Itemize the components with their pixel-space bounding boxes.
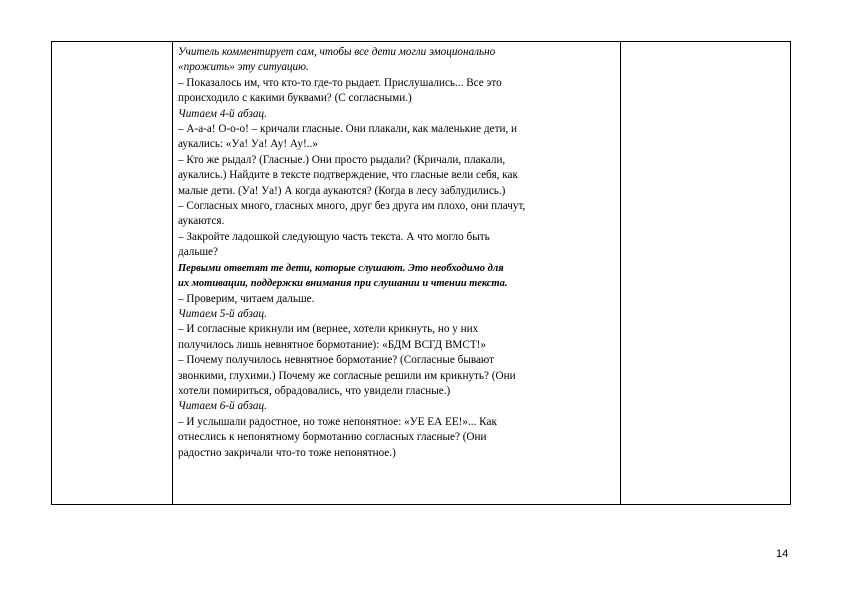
text-line: – Согласных много, гласных много, друг без друга им плохо, они плачут, bbox=[178, 200, 526, 213]
text-line: хотели помириться, обрадовались, что увидели гласные.) bbox=[178, 384, 451, 397]
page-number: 14 bbox=[776, 548, 789, 560]
text-line: Читаем 4-й абзац. bbox=[178, 107, 267, 120]
table-cell-left bbox=[52, 42, 173, 504]
text-line: – Кто же рыдал? (Гласные.) Они просто рыдали? (Кричали, плакали, bbox=[178, 153, 506, 166]
text-line: Читаем 6-й абзац. bbox=[178, 400, 267, 413]
table-cell-text bbox=[173, 42, 621, 504]
text-line: Учитель комментирует сам, чтобы все дети могли эмоционально bbox=[178, 46, 496, 58]
text-line: – И согласные крикнули им (вернее, хотели крикнуть, но у них bbox=[178, 323, 479, 336]
text-line: аукались.) Найдите в тексте подтверждение, что гласные вели себя, как bbox=[178, 169, 518, 182]
text-line: – Проверим, читаем дальше. bbox=[178, 292, 315, 305]
text-line: – И услышали радостное, но тоже непонятное: «УЕ ЕА ЕЕ!»... Как bbox=[178, 415, 497, 428]
table-cell-right bbox=[621, 42, 790, 504]
text-line: радостно закричали что-то тоже непонятное.) bbox=[178, 446, 396, 459]
text-line: аукались: «Уа! Уа! Ау! Ау!..» bbox=[178, 138, 318, 151]
text-line: – Почему получилось невнятное бормотание? (Согласные бывают bbox=[178, 354, 495, 367]
text-line: их мотивации, поддержки внимания при слушании и чтении текста. bbox=[178, 278, 508, 290]
text-line: – Показалось им, что кто-то где-то рыдает. Прислушались... Все это bbox=[178, 76, 502, 89]
text-line: звонкими, глухими.) Почему же согласные решили им крикнуть? (Они bbox=[178, 369, 516, 382]
text-line: Первыми ответят те дети, которые слушают. Это необходимо для bbox=[178, 262, 504, 274]
text-line: дальше? bbox=[178, 246, 218, 259]
text-line: отнеслись к непонятному бормотанию согласных гласные? (Они bbox=[178, 431, 487, 444]
text-line: происходило с какими буквами? (С согласными.) bbox=[178, 92, 412, 105]
text-line: получилось лишь невнятное бормотание): «БДМ ВСГД ВМСТ!» bbox=[178, 338, 486, 351]
lesson-table bbox=[51, 41, 791, 505]
text-line: – А-а-а! О-о-о! – кричали гласные. Они плакали, как маленькие дети, и bbox=[178, 123, 518, 136]
text-line: Читаем 5-й абзац. bbox=[178, 307, 267, 320]
text-line: малые дети. (Уа! Уа!) А когда аукаются? (Когда в лесу заблудились.) bbox=[178, 184, 506, 197]
text-line: «прожить» эту ситуацию. bbox=[178, 61, 309, 74]
text-line: аукаются. bbox=[178, 215, 225, 228]
text-line: – Закройте ладошкой следующую часть текста. А что могло быть bbox=[178, 230, 490, 243]
